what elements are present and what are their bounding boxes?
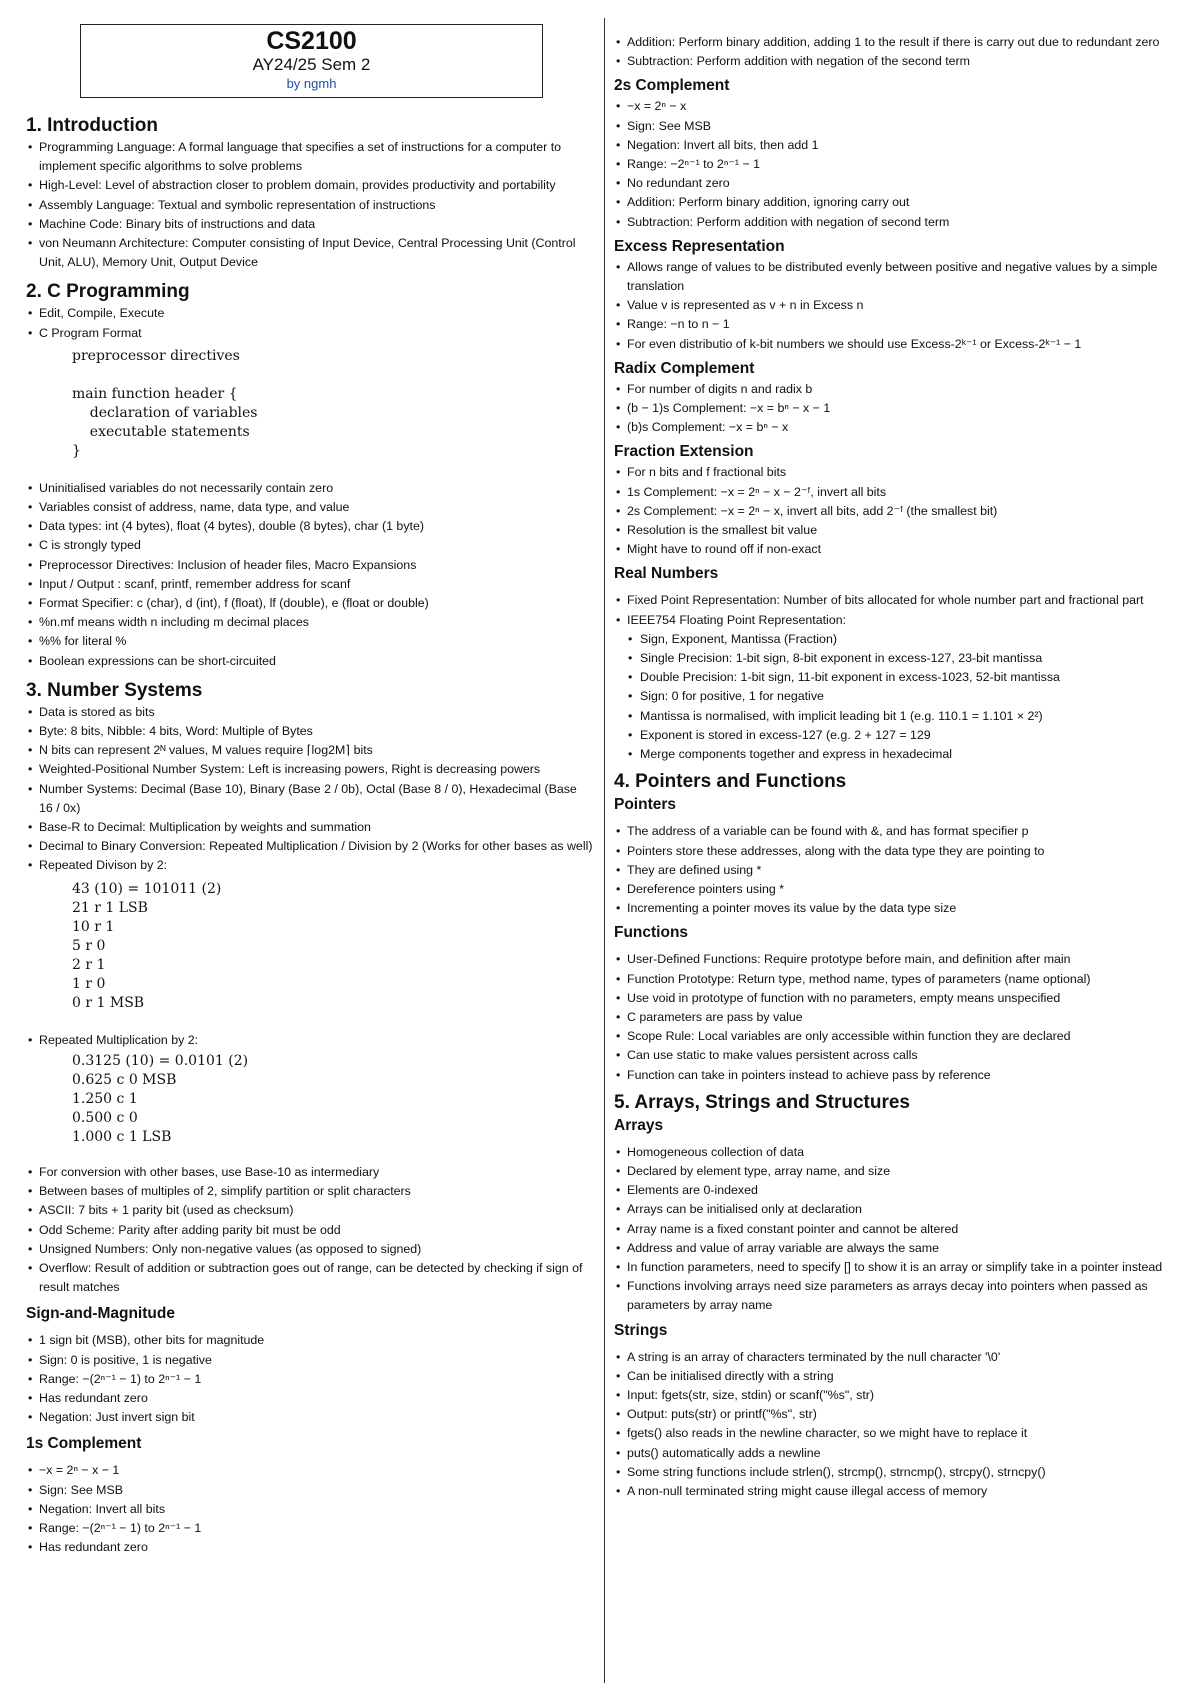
list-item: • Subtraction: Perform addition with negation of second term xyxy=(614,213,1180,232)
list-item: • −x = 2ⁿ − x xyxy=(614,97,1180,116)
bullet-list xyxy=(26,1331,594,1427)
list-item: • Use void in prototype of function with no parameters, empty means unspecified xyxy=(614,989,1180,1008)
bullet-list xyxy=(26,1461,594,1557)
subsection-heading: 2s Complement xyxy=(614,77,730,95)
list-item: • Variables consist of address, name, data type, and value xyxy=(26,498,594,517)
list-item: • Assembly Language: Textual and symbolic representation of instructions xyxy=(26,196,594,215)
list-item: • In function parameters, need to specify [] to show it is an array or simplify take in a pointer instead xyxy=(614,1258,1180,1277)
list-item: • Sign, Exponent, Mantissa (Fraction) xyxy=(614,630,1180,649)
list-item: • Repeated Divison by 2: xyxy=(26,856,594,875)
list-item: • Between bases of multiples of 2, simplify partition or split characters xyxy=(26,1182,594,1201)
list-item: • For conversion with other bases, use Base-10 as intermediary xyxy=(26,1163,594,1182)
list-item: • fgets() also reads in the newline character, so we might have to replace it xyxy=(614,1424,1180,1443)
list-item: • Value v is represented as v + n in Excess n xyxy=(614,296,1180,315)
author: by ngmh xyxy=(286,76,337,91)
subsection-heading: Fraction Extension xyxy=(614,443,754,461)
list-item: • For n bits and f fractional bits xyxy=(614,463,1180,482)
list-item: • Double Precision: 1-bit sign, 11-bit exponent in excess-1023, 52-bit mantissa xyxy=(614,668,1180,687)
list-item: • −x = 2ⁿ − x − 1 xyxy=(26,1461,594,1480)
list-item: • puts() automatically adds a newline xyxy=(614,1444,1180,1463)
list-item: • Addition: Perform binary addition, adding 1 to the result if there is carry out due to redundant zero xyxy=(614,33,1180,52)
list-item: • %% for literal % xyxy=(26,632,594,651)
subsection-heading: 1s Complement xyxy=(26,1435,142,1453)
list-item: • Functions involving arrays need size parameters as arrays decay into pointers when passed as parameters by array name xyxy=(614,1277,1180,1315)
list-item: • Elements are 0-indexed xyxy=(614,1181,1180,1200)
list-item: • C parameters are pass by value xyxy=(614,1008,1180,1027)
list-item: • The address of a variable can be found with &, and has format specifier p xyxy=(614,822,1180,841)
bullet-list xyxy=(614,33,1180,71)
list-item: • Sign: See MSB xyxy=(26,1481,594,1500)
subsection-heading: Functions xyxy=(614,924,689,942)
bullet-list xyxy=(614,950,1180,1084)
list-item: • C is strongly typed xyxy=(26,536,594,555)
list-item: • Declared by element type, array name, and size xyxy=(614,1162,1180,1181)
column-divider xyxy=(604,18,605,1683)
section-heading: 5. Arrays, Strings and Structures xyxy=(614,1091,911,1113)
bullet-list xyxy=(614,591,1180,629)
list-item: • For number of digits n and radix b xyxy=(614,380,1180,399)
list-item: • Number Systems: Decimal (Base 10), Binary (Base 2 / 0b), Octal (Base 8 / 0), Hexadecimal (Base 16 / 0x) xyxy=(26,780,594,818)
list-item: • Dereference pointers using * xyxy=(614,880,1180,899)
list-item: • Negation: Invert all bits xyxy=(26,1500,594,1519)
list-item: • Base-R to Decimal: Multiplication by weights and summation xyxy=(26,818,594,837)
list-item: • Data types: int (4 bytes), float (4 bytes), double (8 bytes), char (1 byte) xyxy=(26,517,594,536)
section-heading: 1. Introduction xyxy=(26,115,158,136)
list-item: • Weighted-Positional Number System: Left is increasing powers, Right is decreasing powers xyxy=(26,760,594,779)
list-item: • Might have to round off if non-exact xyxy=(614,540,1180,559)
right-column xyxy=(614,0,1180,1501)
list-item: • Subtraction: Perform addition with negation of the second term xyxy=(614,52,1180,71)
list-item: • 2s Complement: −x = 2ⁿ − x, invert all bits, add 2⁻ᶠ (the smallest bit) xyxy=(614,502,1180,521)
multiplication-example: 0.3125 (10) = 0.0101 (2) 0.625 c 0 MSB 1.250 c 1 0.500 c 0 1.000 c 1 LSB xyxy=(72,1052,249,1145)
title-box xyxy=(80,24,543,98)
list-item: • High-Level: Level of abstraction closer to problem domain, provides productivity and portability xyxy=(26,176,594,195)
list-item: • A non-null terminated string might cause illegal access of memory xyxy=(614,1482,1180,1501)
list-item: • Boolean expressions can be short-circuited xyxy=(26,652,594,671)
list-item: • Can use static to make values persistent across calls xyxy=(614,1046,1180,1065)
list-item: • They are defined using * xyxy=(614,861,1180,880)
list-item: • Byte: 8 bits, Nibble: 4 bits, Word: Multiple of Bytes xyxy=(26,722,594,741)
list-item: • Function Prototype: Return type, method name, types of parameters (name optional) xyxy=(614,970,1180,989)
bullet-list xyxy=(26,304,594,342)
list-item: • Unsigned Numbers: Only non-negative values (as opposed to signed) xyxy=(26,1240,594,1259)
list-item: • Sign: 0 for positive, 1 for negative xyxy=(614,687,1180,706)
bullet-list xyxy=(26,703,594,876)
list-item: • Uninitialised variables do not necessarily contain zero xyxy=(26,479,594,498)
bullet-list xyxy=(614,463,1180,559)
list-item: • Repeated Multiplication by 2: xyxy=(26,1031,594,1050)
list-item: • C Program Format xyxy=(26,324,594,343)
list-item: • Range: −(2ⁿ⁻¹ − 1) to 2ⁿ⁻¹ − 1 xyxy=(26,1370,594,1389)
list-item: • Range: −(2ⁿ⁻¹ − 1) to 2ⁿ⁻¹ − 1 xyxy=(26,1519,594,1538)
list-item: • Has redundant zero xyxy=(26,1389,594,1408)
list-item: • Some string functions include strlen(), strcmp(), strncmp(), strcpy(), strncpy() xyxy=(614,1463,1180,1482)
list-item: • Range: −2ⁿ⁻¹ to 2ⁿ⁻¹ − 1 xyxy=(614,155,1180,174)
subsection-heading: Radix Complement xyxy=(614,359,755,377)
list-item: • N bits can represent 2ᴺ values, M values require ⌈log2M⌉ bits xyxy=(26,741,594,760)
bullet-list xyxy=(614,1348,1180,1502)
bullet-list xyxy=(26,1163,594,1297)
list-item: • Negation: Just invert sign bit xyxy=(26,1408,594,1427)
list-item: • For even distributio of k-bit numbers we should use Excess-2ᵏ⁻¹ or Excess-2ᵏ⁻¹ − 1 xyxy=(614,335,1180,354)
list-item: • A string is an array of characters terminated by the null character '\0' xyxy=(614,1348,1180,1367)
list-item: • Data is stored as bits xyxy=(26,703,594,722)
list-item: • Sign: See MSB xyxy=(614,117,1180,136)
list-item: • Arrays can be initialised only at declaration xyxy=(614,1200,1180,1219)
list-item: • Programming Language: A formal language that specifies a set of instructions for a computer to implement specific algorithms to solve problems xyxy=(26,138,594,176)
bullet-list xyxy=(614,822,1180,918)
list-item: • Resolution is the smallest bit value xyxy=(614,521,1180,540)
list-item: • Preprocessor Directives: Inclusion of header files, Macro Expansions xyxy=(26,556,594,575)
list-item: • Exponent is stored in excess-127 (e.g. 2 + 127 = 129 xyxy=(614,726,1180,745)
list-item: • Array name is a fixed constant pointer and cannot be altered xyxy=(614,1220,1180,1239)
subsection-heading: Sign-and-Magnitude xyxy=(26,1305,175,1323)
bullet-list xyxy=(614,380,1180,438)
division-example: 43 (10) = 101011 (2) 21 r 1 LSB 10 r 1 5 r 0 2 r 1 1 r 0 0 r 1 MSB xyxy=(72,880,222,1011)
left-column xyxy=(26,0,594,1557)
list-item: • User-Defined Functions: Require prototype before main, and definition after main xyxy=(614,950,1180,969)
list-item: • Single Precision: 1-bit sign, 8-bit exponent in excess-127, 23-bit mantissa xyxy=(614,649,1180,668)
list-item: • Range: −n to n − 1 xyxy=(614,315,1180,334)
sub-bullet-list xyxy=(614,630,1180,764)
list-item: • Odd Scheme: Parity after adding parity bit must be odd xyxy=(26,1221,594,1240)
list-item: • Input: fgets(str, size, stdin) or scanf("%s", str) xyxy=(614,1386,1180,1405)
list-item: • Addition: Perform binary addition, ignoring carry out xyxy=(614,193,1180,212)
list-item: • Format Specifier: c (char), d (int), f (float), lf (double), e (float or double) xyxy=(26,594,594,613)
list-item: • %n.mf means width n including m decimal places xyxy=(26,613,594,632)
list-item: • Address and value of array variable are always the same xyxy=(614,1239,1180,1258)
list-item: • Can be initialised directly with a string xyxy=(614,1367,1180,1386)
list-item: • Has redundant zero xyxy=(26,1538,594,1557)
bullet-list xyxy=(26,138,594,272)
list-item: • ASCII: 7 bits + 1 parity bit (used as checksum) xyxy=(26,1201,594,1220)
list-item: • (b)s Complement: −x = bⁿ − x xyxy=(614,418,1180,437)
list-item: • No redundant zero xyxy=(614,174,1180,193)
list-item: • Incrementing a pointer moves its value by the data type size xyxy=(614,899,1180,918)
bullet-list xyxy=(614,97,1180,231)
list-item: • Merge components together and express in hexadecimal xyxy=(614,745,1180,764)
list-item: • (b − 1)s Complement: −x = bⁿ − x − 1 xyxy=(614,399,1180,418)
section-heading: 4. Pointers and Functions xyxy=(614,771,847,793)
code-block: preprocessor directives main function header { declaration of variables executable statements } xyxy=(72,347,258,459)
list-item: • Input / Output : scanf, printf, remember address for scanf xyxy=(26,575,594,594)
list-item: • Negation: Invert all bits, then add 1 xyxy=(614,136,1180,155)
subsection-heading: Strings xyxy=(614,1321,668,1339)
bullet-list xyxy=(26,479,594,671)
section-heading: 2. C Programming xyxy=(26,281,190,303)
list-item: • 1 sign bit (MSB), other bits for magnitude xyxy=(26,1331,594,1350)
subsection-heading: Pointers xyxy=(614,796,677,814)
list-item: • Mantissa is normalised, with implicit leading bit 1 (e.g. 110.1 = 1.101 × 2²) xyxy=(614,707,1180,726)
list-item: • Fixed Point Representation: Number of bits allocated for whole number part and fractional part xyxy=(614,591,1180,610)
list-item: • Overflow: Result of addition or subtraction goes out of range, can be detected by checking if sign of result matches xyxy=(26,1259,594,1297)
list-item: • Decimal to Binary Conversion: Repeated Multiplication / Division by 2 (Works for other bases as well) xyxy=(26,837,594,856)
list-item: • Edit, Compile, Execute xyxy=(26,304,594,323)
list-item: • Function can take in pointers instead to achieve pass by reference xyxy=(614,1066,1180,1085)
list-item: • Allows range of values to be distributed evenly between positive and negative values by a simple translation xyxy=(614,258,1180,296)
subsection-heading: Arrays xyxy=(614,1116,664,1134)
list-item: • Scope Rule: Local variables are only accessible within function they are declared xyxy=(614,1027,1180,1046)
list-item: • Machine Code: Binary bits of instructions and data xyxy=(26,215,594,234)
subsection-heading: Real Numbers xyxy=(614,565,719,583)
section-heading: 3. Number Systems xyxy=(26,679,203,701)
list-item: • Homogeneous collection of data xyxy=(614,1143,1180,1162)
list-item: • IEEE754 Floating Point Representation: xyxy=(614,611,1180,630)
bullet-list xyxy=(614,1143,1180,1316)
list-item: • Output: puts(str) or printf("%s", str) xyxy=(614,1405,1180,1424)
bullet-list xyxy=(614,258,1180,354)
title: CS2100 xyxy=(266,27,357,55)
subtitle: AY24/25 Sem 2 xyxy=(252,55,371,74)
list-item: • von Neumann Architecture: Computer consisting of Input Device, Central Processing Unit (Control Unit, ALU), Memory Unit, Output Device xyxy=(26,234,594,272)
bullet-list xyxy=(26,1031,594,1050)
subsection-heading: Excess Representation xyxy=(614,237,785,255)
list-item: • 1s Complement: −x = 2ⁿ − x − 2⁻ᶠ, invert all bits xyxy=(614,483,1180,502)
list-item: • Pointers store these addresses, along with the data type they are pointing to xyxy=(614,842,1180,861)
list-item: • Sign: 0 is positive, 1 is negative xyxy=(26,1351,594,1370)
